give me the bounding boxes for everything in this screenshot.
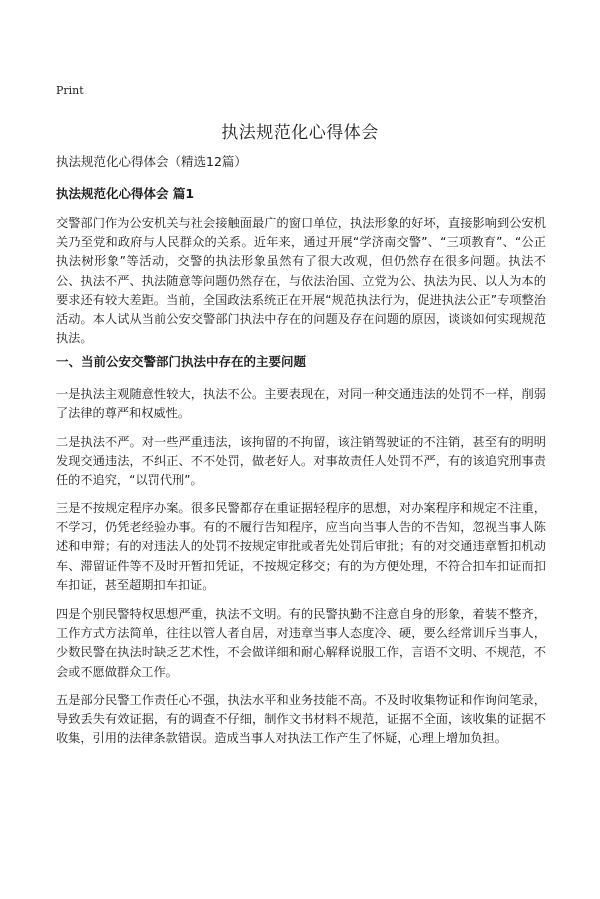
problem-paragraph-2: 二是执法不严。对一些严重违法，该拘留的不拘留，该注销驾驶证的不注销，甚至有的明明发现交通违法，不纠正、不不处罚，做老好人。对事故责任人处罚不严，有的该追究刑事责任的不追究，“以罚代刑”。 <box>56 435 546 488</box>
problem-paragraph-5: 五是部分民警工作责任心不强，执法水平和业务技能不高。不及时收集物证和作询问笔录，导致丢失有效证据，有的调查不仔细，制作文书材料不规范，证据不全面，该收集的证据不收集，引用的法律条款错误。造成当事人对执法工作产生了怀疑，心理上增加负担。 <box>56 693 546 746</box>
problem-paragraph-4: 四是个别民警特权思想严重，执法不文明。有的民警执勤不注意自身的形象，着装不整齐，工作方式方法简单，往往以管人者自居，对违章当事人态度冷、硬，要么经常训斥当事人，少数民警在执法时缺乏艺术性，不会做详细和耐心解释说服工作，言语不文明、不规范，不会或不愿做群众工作。 <box>56 607 546 679</box>
intro-paragraph: 交警部门作为公安机关与社会接触面最广的窗口单位，执法形象的好坏，直接影响到公安机关乃至党和政府与人民群众的关系。近年来，通过开展“学济南交警”、“三项教育”、“公正执法树形象”等活动，交警的执法形象虽然有了很大改观，但仍然存在很多问题。执法不公、执法不严、执法随意等问题仍然存在，与依法治国、立党为公、执法为民、以人为本的要求还有较大差距。当前，全国政法系统正在开展“规范执法行为，促进执法公正”专项整治活动。本人试从当前公安交警部门执法中存在的问题及存在问题的原因，谈谈如何实现规范执法。 <box>56 216 546 346</box>
problem-paragraph-1: 一是执法主观随意性较大，执法不公。主要表现在，对同一种交通违法的处罚不一样，削弱了法律的尊严和权威性。 <box>56 387 546 421</box>
problems-heading: 一、当前公安交警部门执法中存在的主要问题 <box>56 354 307 369</box>
print-link[interactable]: Print <box>56 84 84 97</box>
problem-paragraph-3: 三是不按规定程序办案。很多民警都存在重证据轻程序的思想，对办案程序和规定不注重，不学习，仍凭老经验办事。有的不履行告知程序，应当向当事人告的不告知，忽视当事人陈述和申辩；有的对违法人的处罚不按规定审批或者先处罚后审批；有的对交通违章暂扣机动车、滞留证件等不及时开暂扣凭证，不按规定移交；有的为方便处理，不符合扣车扣证而扣车扣证，甚至超期扣车扣证。 <box>56 501 546 592</box>
section-heading: 执法规范化心得体会 篇1 <box>56 186 195 201</box>
page-title: 执法规范化心得体会 <box>221 123 379 143</box>
document-subtitle: 执法规范化心得体会（精选12篇） <box>56 154 247 169</box>
